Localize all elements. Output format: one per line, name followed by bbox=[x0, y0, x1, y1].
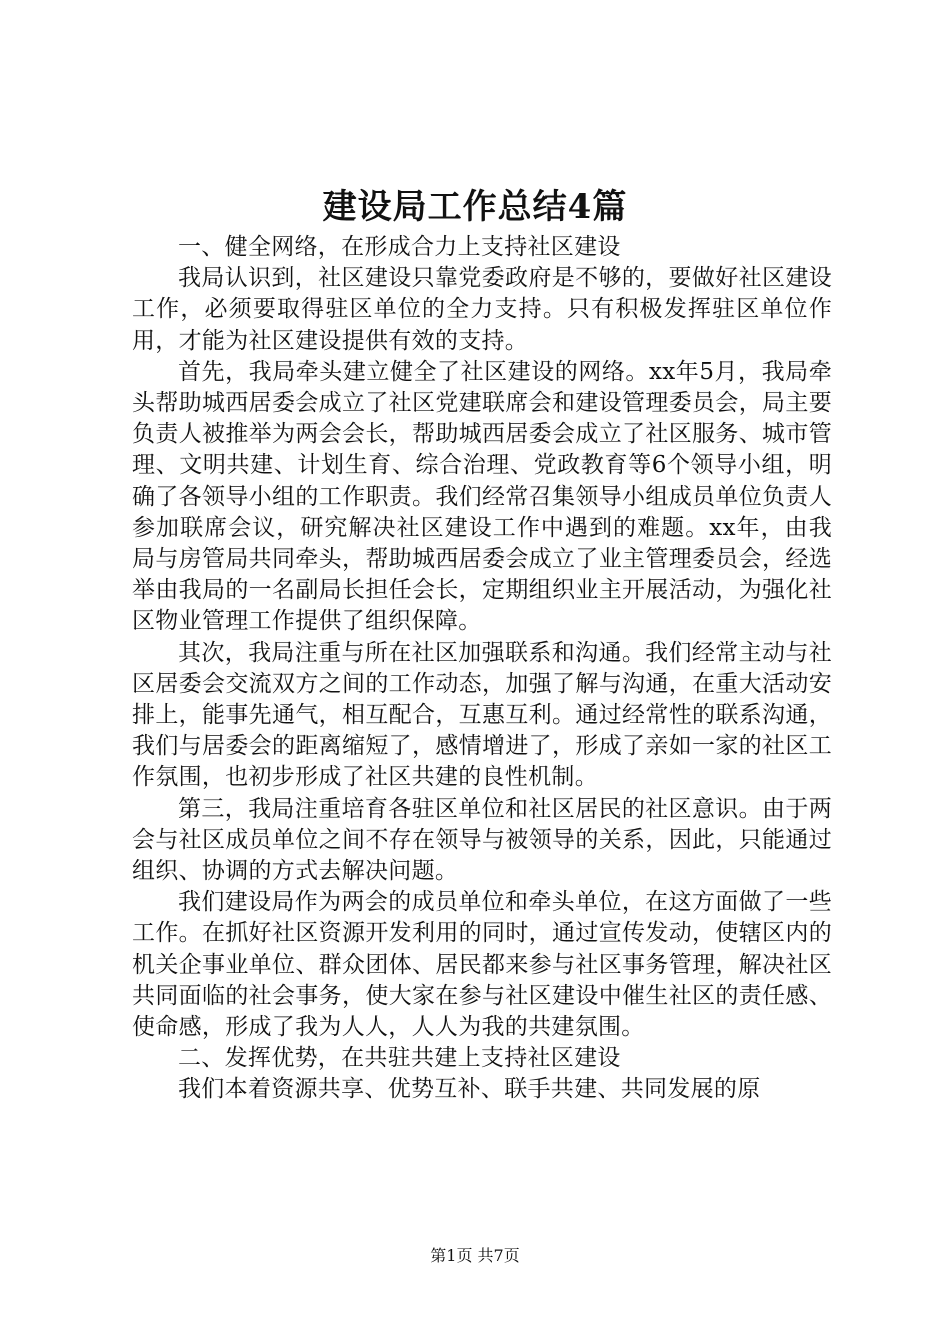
paragraph: 我们本着资源共享、优势互补、联手共建、共同发展的原 bbox=[178, 1076, 761, 1103]
paragraph: 我们建设局作为两会的成员单位和牵头单位，在这方面做了一些工作。在抓好社区资源开发利用的同时，通过宣传发动，使辖区内的机关企事业单位、群众团体、居民都来参与社区事务管理，解决社区共同面临的社会事务，使大家在参与社区建设中催生社区的责任感、使命感，形成了我为人人，人人为我的共建氛围。 bbox=[132, 889, 832, 1041]
document-title: 建设局工作总结4篇 bbox=[322, 187, 628, 227]
section-heading-1: 一、健全网络，在形成合力上支持社区建设 bbox=[178, 234, 621, 260]
paragraph: 首先，我局牵头建立健全了社区建设的网络。xx年5月，我局牵头帮助城西居委会成立了社区党建联席会和建设管理委员会，局主要负责人被推举为两会会长，帮助城西居委会成立了社区服务、城市管理、文明共建、计划生育、综合治理、党政教育等6个领导小组，明确了各领导小组的工作职责。我们经常召集领导小组成员单位负责人参加联席会议，研究解决社区建设工作中遇到的难题。xx年，由我局与房管局共同牵头，帮助城西居委会成立了业主管理委员会，经选举由我局的一名副局长担任会长，定期组织业主开展活动，为强化社区物业管理工作提供了组织保障。 bbox=[132, 358, 832, 635]
paragraph: 我局认识到，社区建设只靠党委政府是不够的，要做好社区建设工作，必须要取得驻区单位的全力支持。只有积极发挥驻区单位作用，才能为社区建设提供有效的支持。 bbox=[132, 265, 832, 354]
section-heading-2: 二、发挥优势，在共驻共建上支持社区建设 bbox=[178, 1045, 621, 1072]
document-body bbox=[132, 232, 832, 1106]
page-indicator: 第1页 共7页 bbox=[430, 1246, 520, 1265]
paragraph: 第三，我局注重培育各驻区单位和社区居民的社区意识。由于两会与社区成员单位之间不存在领导与被领导的关系，因此，只能通过组织、协调的方式去解决问题。 bbox=[132, 795, 832, 885]
paragraph: 其次，我局注重与所在社区加强联系和沟通。我们经常主动与社区居委会交流双方之间的工作动态，加强了解与沟通，在重大活动安排上，能事先通气，相互配合，互惠互利。通过经常性的联系沟通，我们与居委会的距离缩短了，感情增进了，形成了亲如一家的社区工作氛围，也初步形成了社区共建的良性机制。 bbox=[132, 639, 832, 791]
